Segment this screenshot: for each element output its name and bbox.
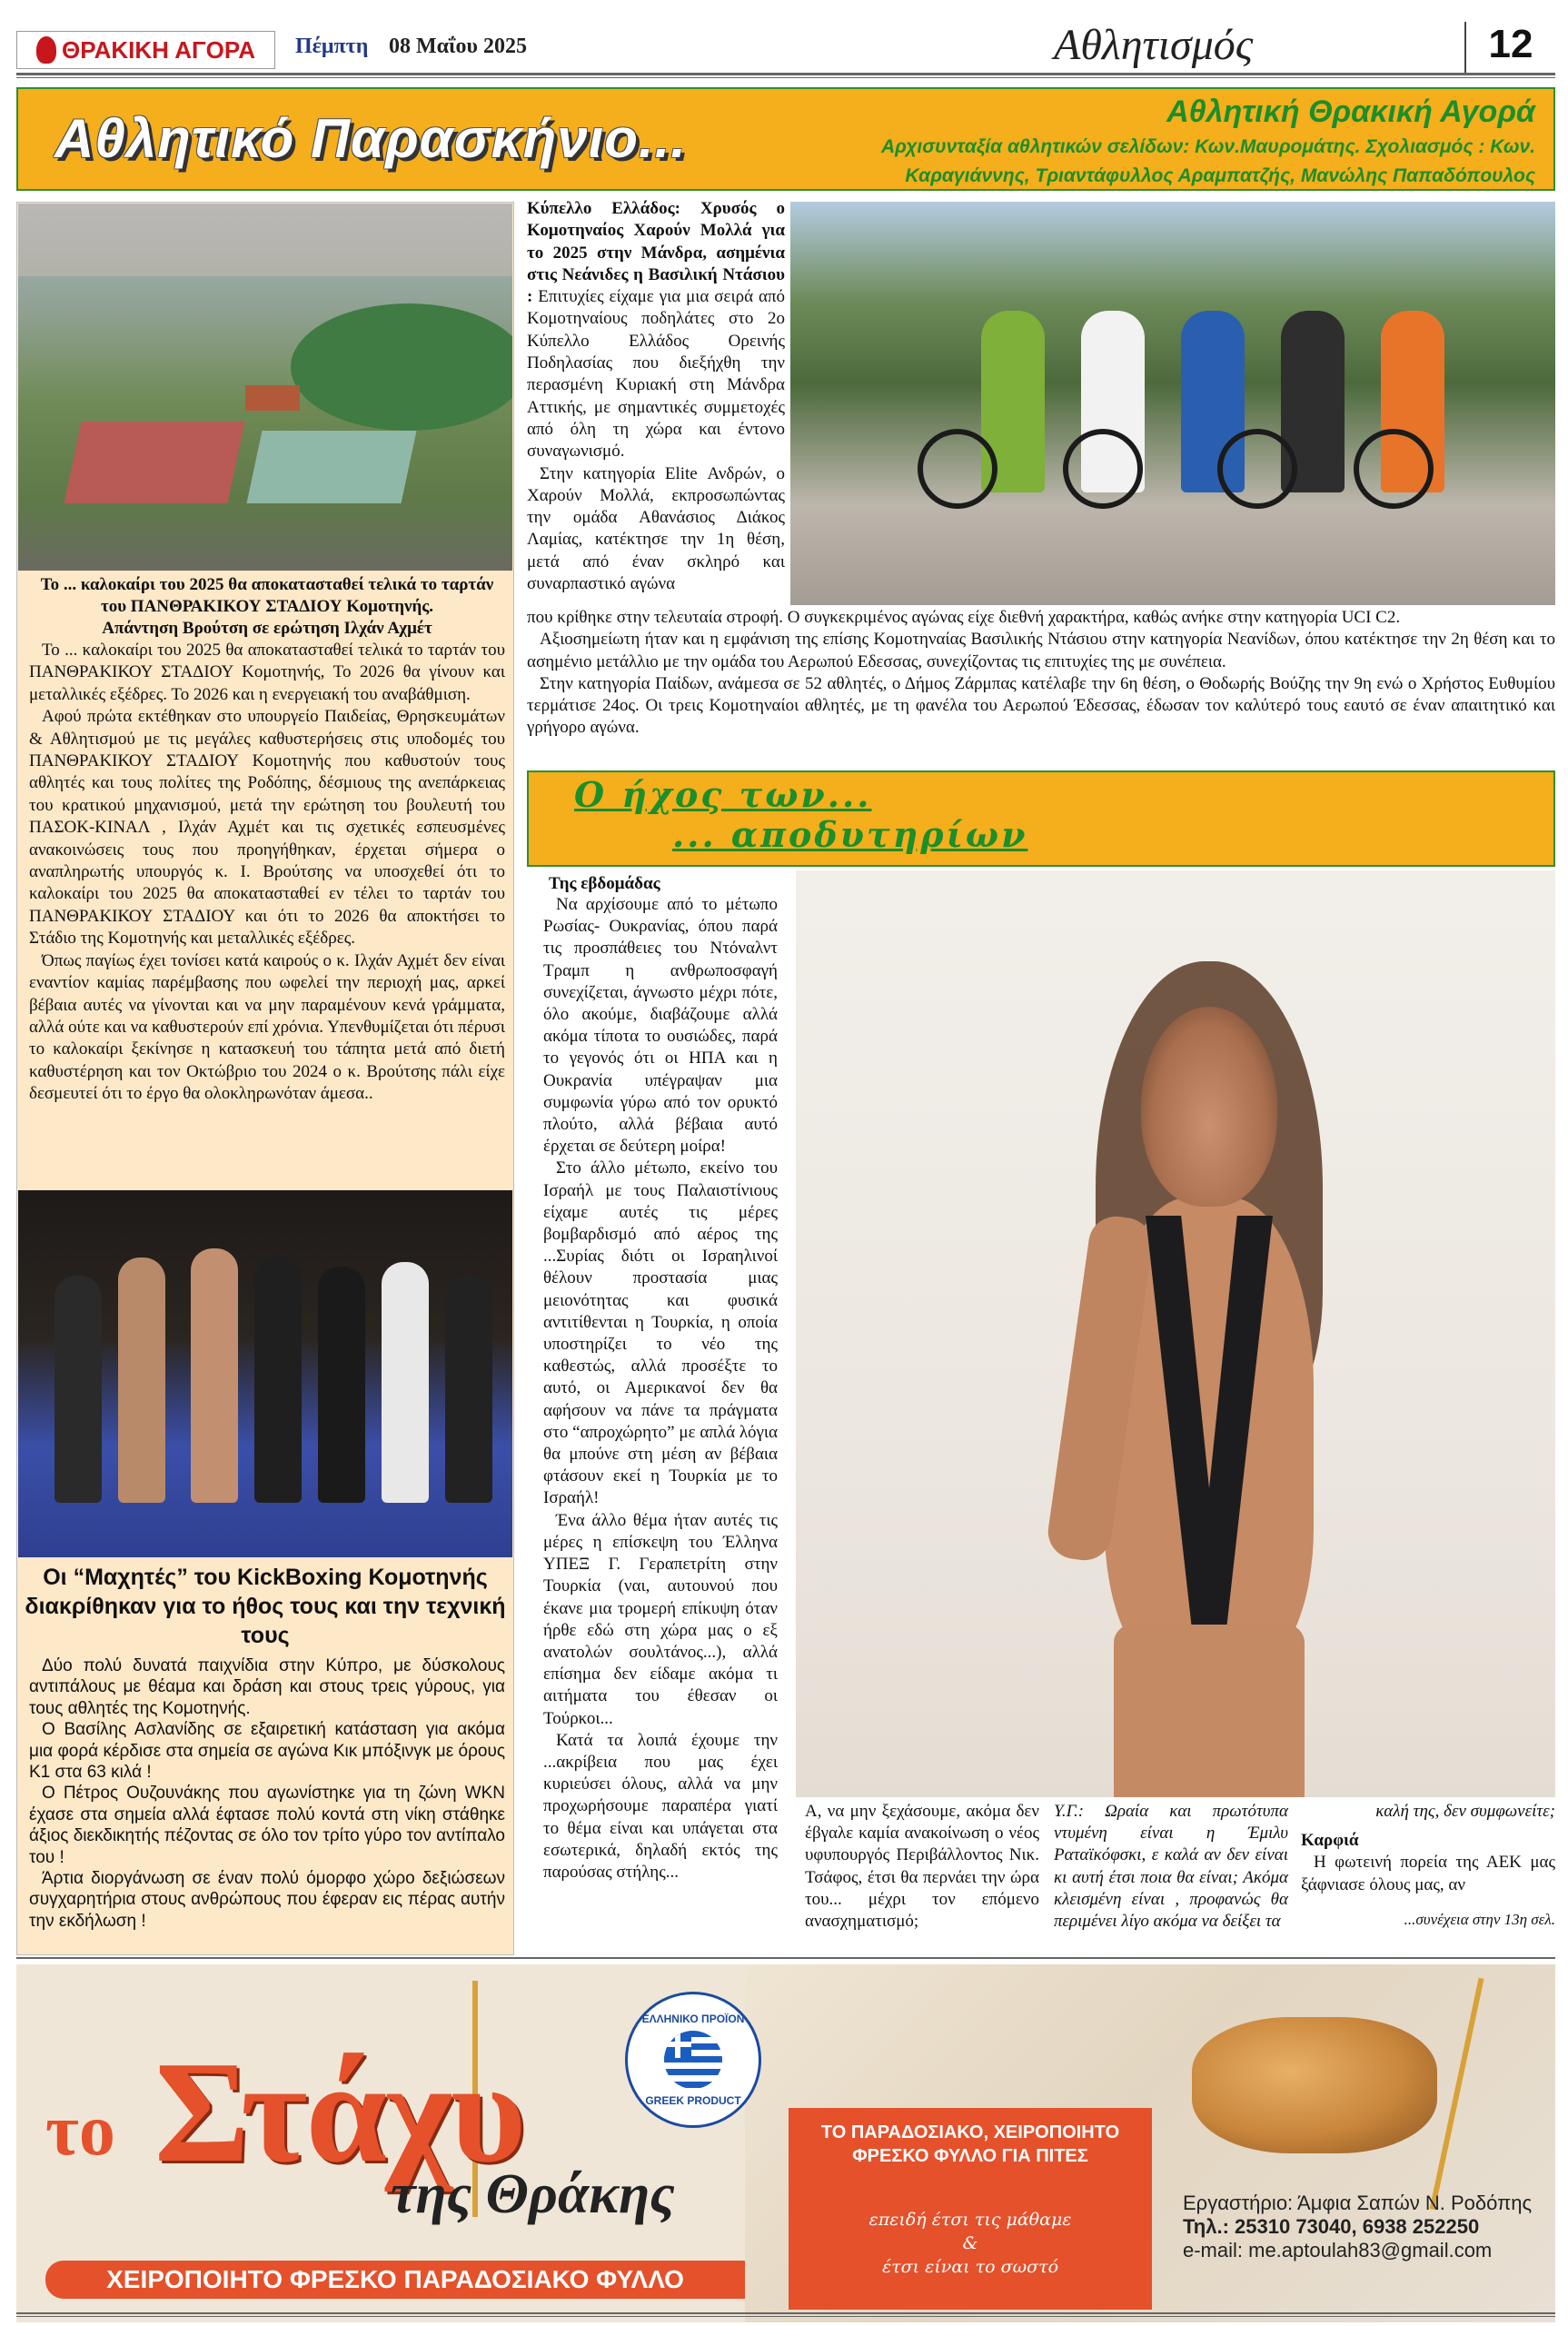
- ad-address: Εργαστήριο: Άμφια Σαπών Ν. Ροδόπης: [1183, 2192, 1533, 2214]
- cycling-paragraph-4: Στην κατηγορία Παίδων, ανάμεσα σε 52 αθλητές, ο Δήμος Ζάρμπας κατέλαβε την 6η θέση, ο Θοδωρής Βούζης την 9η ενώ ο Χρήστος Ευθυμίου τερμάτισε 24ος. Οι τρεις Κομοτηναίοι αθλητές, με τη φανέλα του Αερωπού Έδεσσας, έδωσαν τον καλύτερό τους εαυτό σε έναν απαιτητικό και γρήγορο αγώνα.: [527, 673, 1555, 738]
- continued-note: ...συνέχεια στην 13η σελ.: [1404, 1910, 1555, 1928]
- banner-credits-line-2: Καραγιάννης, Τριαντάφυλλος Αραμπατζής, Μανώλης Παπαδόπουλος: [905, 165, 1535, 186]
- newspaper-logo: [16, 31, 275, 69]
- column-text-4-line: καλή της, δεν συμφωνείτε;: [1375, 1802, 1555, 1821]
- stadium-paragraph-3: Όπως παγίως έχει τονίσει κατά καιρούς ο κ. Ιλχάν Αχμέτ δεν είναι εναντίον καμίας παρέμβασης που ωφελεί την περιοχή μας, αρκεί βέβαια αυτές να γίνονται και να μην παραμένουν κενά γράμματα, αλλά ούτε και να καθυστερούν επί χρόνια. Υπενθυμίζεται ότι πέρυσι το καλοκαίρι ξεκίνησε η κατασκευή του τάπητα μετά από διετή καθυστέρηση και τον Οκτώβριο του 2024 ο κ. Βρούτσης πάλι είχε δεσμευτεί ότι το έργο θα ολοκληρωνόταν άμεσα..: [29, 950, 505, 1104]
- issue-date: 08 Μαΐου 2025: [389, 35, 527, 58]
- section-title: Αθλητισμός: [1054, 21, 1254, 69]
- cycling-paragraph-2-cont: που κρίθηκε στην τελευταία στροφή. Ο συγκεκριμένος αγώνας είχε διεθνή χαρακτήρα, καθώς ανήκε στην κατηγορία UCI C2.: [527, 608, 1401, 627]
- week-paragraph-1: Να αρχίσουμε από το μέτωπο Ρωσίας- Ουκρανίας, όπου παρά τις προσπάθειες του Ντόναλντ Τραμπ η ανθρωποσφαγή συνεχίζεται, άγνωστο μέχρι πότε, όλο ακούμε, διαβάζουμε αλλά ακόμα τίποτα το ουσιώδες, παρά το γεγονός ότι οι ΗΠΑ και η Ουκρανία υπέγραψαν μια συμφωνία γύρω από τον ορυκτό πλούτο, αλλά βέβαια αυτό έρχεται σε δεύτερη μοίρα!: [543, 895, 778, 1157]
- model-photo: [796, 870, 1555, 1797]
- karfia-text: Η φωτεινή πορεία της ΑΕΚ μας ξάφνιασε όλους μας, αν: [1301, 1853, 1555, 1894]
- banner-subtitle: Αθλητική Θρακική Αγορά: [1166, 94, 1535, 129]
- pie-photo: [1192, 2017, 1437, 2153]
- header-rule: [16, 73, 1555, 78]
- issue-day: Πέμπτη: [295, 35, 369, 58]
- locker-room-title-line-1: Ο ήχος των...: [574, 774, 872, 815]
- week-column-text: [543, 894, 778, 1884]
- logo-icon: [36, 36, 56, 64]
- cycling-riders-photo: [790, 202, 1555, 605]
- stadium-caption: [29, 574, 505, 640]
- ad-brand-sub: της Θράκης: [391, 2163, 675, 2225]
- ad-phone: Τηλ.: 25310 73040, 6938 252250: [1183, 2215, 1480, 2238]
- banner-credits-line-1: Αρχισυνταξία αθλητικών σελίδων: Κων.Μαυρομάτης. Σχολιασμός : Κων.: [880, 136, 1535, 157]
- greek-flag-icon: [664, 2031, 722, 2089]
- cycling-lead-text: Επιτυχίες είχαμε για μια σειρά από Κομοτηναίους ποδηλάτες στο 2ο Κύπελλο Ελλάδος Ορεινής Ποδηλασίας που διεξήχθη την περασμένη Κυριακή στη Μάνδρα Αττικής, με σημαντικές συμμετοχές από όλη τη χώρα και έντονο συναγωνισμό.: [527, 287, 785, 462]
- ad-brand-name: Στάχυ: [154, 2031, 524, 2192]
- kickboxing-team-photo: [18, 1190, 512, 1557]
- logo-text: ΘΡΑΚΙΚΗ ΑΓΟΡΑ: [61, 35, 256, 64]
- stamp-top-text: ΕΛΛΗΝΙΚΟ ΠΡΟΪΟΝ: [641, 2013, 745, 2025]
- greek-product-stamp: [625, 1992, 761, 2128]
- stadium-paragraph-2: Αφού πρώτα εκτέθηκαν στο υπουργείο Παιδείας, Θρησκευμάτων & Αθλητισμού με τις μεγάλες καθυστερήσεις στις υποδομές του ΠΑΝΘΡΑΚΙΚΟΥ ΣΤΑΔΙΟΥ Κομοτηνής που καθυστούν τους αθλητές και τους πολίτες της Ροδόπης, δέσμιους της ανεπάρκειας του κρατικού μηχανισμού, μετά την ερώτηση του βουλευτή του ΠΑΣΟΚ-ΚΙΝΑΛ , Ιλχάν Αχμέτ και τις σχετικές εσπευσμένες ανακοινώσεις τους που προηγήθηκαν, έρχεται σήμερα ο αναπληρωτής υπουργός κ. Ι. Βρούτσης να υποσχεθεί ότι το καλοκαίρι του 2025 θα αποκατασταθεί εν τέλει το ταρτάν του ΠΑΝΘΡΑΚΙΚΟΥ ΣΤΑΔΙΟΥ και ότι το 2026 θα αποκτήσει το Στάδιο της Κομοτηνής και μεταλλικές εξέδρες.: [29, 707, 505, 949]
- ad-tagline-strip: ΧΕΙΡΟΠΟΙΗΤΟ ΦΡΕΣΚΟ ΠΑΡΑΔΟΣΙΑΚΟ ΦΥΛΛΟ: [45, 2261, 745, 2299]
- stadium-paragraph-1: Το ... καλοκαίρι του 2025 θα αποκατασταθεί τελικά το ταρτάν του ΠΑΝΘΡΑΚΙΚΟΥ ΣΤΑΔΙΟΥ Κομοτηνής, Το 2026 θα γίνουν και μεταλλικές εξέδρες. Το 2026 και η ενεργειακή του αναβάθμιση.: [29, 641, 505, 704]
- ad-slogan-line-2: &: [962, 2233, 978, 2253]
- page-number: 12: [1464, 22, 1555, 73]
- karfia-heading: Καρφιά: [1301, 1831, 1359, 1851]
- banner-title: Αθλητικό Παρασκήνιο...: [55, 108, 687, 169]
- column-text-3: Υ.Γ.: Ωραία και πρωτότυπα ντυμένη είναι η Έμιλυ Ραταϊκόφσκι, ε καλά αν δεν είναι κι αυτή έτσι ποια θα είναι; Ακόμα κλεισμένη είναι , προφανώς θα περιμένει λίγο ακόμα να δείξει τα: [1054, 1802, 1288, 1932]
- stadium-caption-line-1: Το ... καλοκαίρι του 2025 θα αποκατασταθεί τελικά το ταρτάν του ΠΑΝΘΡΑΚΙΚΟΥ ΣΤΑΔΙΟΥ Κομοτηνής.: [40, 575, 494, 616]
- column-text-4: [1301, 1801, 1555, 1931]
- week-paragraph-2: Στο άλλο μέτωπο, εκείνο του Ισραήλ με τους Παλαιστίνιους είχαμε αυτές τις μέρες βομβαρδισμό από αέρος της ...Συρίας διότι οι Ισραηλινοί θέλουν προστασία μιας μειονότητας και φυσικά αντιτίθενται η Τουρκία, η οποία υποστηρίζει το νέο της καθεστώς, αλλά προσέξτε το αυτό, οι Αμερικανοί δεν θα αφήσουν να πάνε τα πράγματα στο “απροχώρητο” με απλά λόγια θα μπούνε στη μέση αν βέβαια φτάσουν εκεί η Τουρκία με το Ισραήλ!: [543, 1158, 778, 1508]
- cycling-article-continued: [527, 607, 1555, 740]
- kickboxing-paragraph-3: Ο Πέτρος Ουζουνάκης που αγωνίστηκε για τη ζώνη WKN έχασε στα σημεία αλλά έφτασε πολύ κοντά στη νίκη στάθηκε άξιος διεκδικητής πέζοντας σε όλο τον τρίτο γύρο τον αντίπαλο του !: [29, 1784, 505, 1867]
- stadium-caption-line-2: Απάντηση Βρούτση σε ερώτηση Ιλχάν Αχμέτ: [102, 619, 432, 638]
- week-paragraph-4: Κατά τα λοιπά έχουμε την ...ακρίβεια που μας έχει κυριεύσει όλους, αλλά να μην προχωρήσουμε παραπέρα γιατί το θέμα είναι και υπάγεται στα εσωτερικά, δηλαδή εκτός της παρούσας στήλης...: [543, 1730, 778, 1882]
- cycling-article-lead: [527, 198, 785, 595]
- kickboxing-article-body: [29, 1655, 505, 1932]
- kickboxing-headline: Οι “Μαχητές” του KickBoxing Κομοτηνής διακρίθηκαν για το ήθος τους και την τεχνική τους: [25, 1565, 506, 1648]
- ad-box-line-1: ΤΟ ΠΑΡΑΔΟΣΙΑΚΟ, ΧΕΙΡΟΠΟΙΗΤΟ: [820, 2122, 1120, 2142]
- banner-credits: [818, 94, 1535, 188]
- cycling-headline: Κύπελλο Ελλάδος: Χρυσός ο Κομοτηναίος Χαρούν Μολλά για το 2025 στην Μάνδρα, ασημένια στις Νεάνιδες η Βασιλική Ντάσιου :: [527, 199, 785, 307]
- cycling-paragraph-3: Αξιοσημείωτη ήταν και η εμφάνιση της επίσης Κομοτηναίας Βασιλικής Ντάσιου στην κατηγορία Νεανίδων, όπου κατέκτησε την 2η θέση και το ασημένιο μετάλλιο με την ομάδα του Αερωπού Εδεσσας, συνεχίζοντας τις επιτυχίες της με συνέπεια.: [527, 630, 1555, 671]
- locker-room-title-line-2: ... αποδυτηρίων: [672, 814, 1028, 855]
- page-bottom-rule: [16, 2312, 1555, 2317]
- ad-box-line-2: ΦΡΕΣΚΟ ΦΥΛΛΟ ΓΙΑ ΠΙΤΕΣ: [852, 2146, 1088, 2166]
- stadium-article-body: [29, 640, 505, 1106]
- stamp-bottom-text: GREEK PRODUCT: [645, 2094, 741, 2107]
- ad-brand-article: το: [45, 2091, 115, 2171]
- cycling-paragraph-2: Στην κατηγορία Elite Ανδρών, ο Χαρούν Μολλά, εκπροσωπώντας την ομάδα Αθανάσιος Διάκος Λαμίας, κατέκτησε την 1η θέση, μετά από έναν σκληρό και συναρπαστικό αγώνα: [527, 463, 785, 594]
- ad-product-box: [789, 2108, 1152, 2310]
- kickboxing-paragraph-1: Δύο πολύ δυνατά παιχνίδια στην Κύπρο, με δύσκολους αντιπάλους με θέαμα και δράση και στους τρεις γύρους, για τους αθλητές της Κομοτηνής.: [29, 1656, 505, 1718]
- ad-slogan-line-3: έτσι είναι το σωστό: [881, 2257, 1059, 2277]
- kickboxing-paragraph-4: Άρτια διοργάνωση σε έναν πολύ όμορφο χώρο δεξιώσεων συγχαρητήρια στους ανθρώπους που έφεραν εις πέρας αυτήν την εκδήλωση !: [29, 1869, 505, 1931]
- ad-separator-rule: [16, 1957, 1555, 1961]
- kickboxing-paragraph-2: Ο Βασίλης Ασλανίδης σε εξαιρετική κατάσταση για ακόμα μια φορά κέρδισε στα σημεία σε αγώνα Κικ μπόξινγκ με όρους Κ1 στα 63 κιλά !: [29, 1720, 505, 1783]
- ad-email[interactable]: e-mail: me.aptoulah83@gmail.com: [1183, 2239, 1493, 2261]
- week-paragraph-3: Ένα άλλο θέμα ήταν αυτές τις μέρες η επίσκεψη του Έλληνα ΥΠΕΞ Γ. Γεραπετρίτη στην Τουρκία (ναι, αυτουνού που έκανε μια τρομερή επίκυψη όταν ήρθε εδώ στη χώρα μας ο εξ ανατολών σουλτάνος...), αλλά επίσημα δεν είδαμε ακόμα τι αιτήματα του έθεσαν οι Τούρκοι...: [543, 1510, 778, 1728]
- column-text-2: Α, να μην ξεχάσουμε, ακόμα δεν έβγαλε καμία ανακοίνωση ο νέος υφυπουργός Περιβάλλοντος Νικ. Τσάφος, έτσι θα περνάει την ώρα του... μέχρι τον επόμενο ανασχηματισμό;: [805, 1802, 1039, 1932]
- ad-slogan-line-1: επειδή έτσι τις μάθαμε: [868, 2210, 1072, 2230]
- week-heading: Της εβδομάδας: [549, 874, 660, 893]
- ad-contact-info: [1183, 2192, 1532, 2262]
- ad-slogan: [869, 2208, 1072, 2279]
- stadium-aerial-photo: [18, 204, 512, 571]
